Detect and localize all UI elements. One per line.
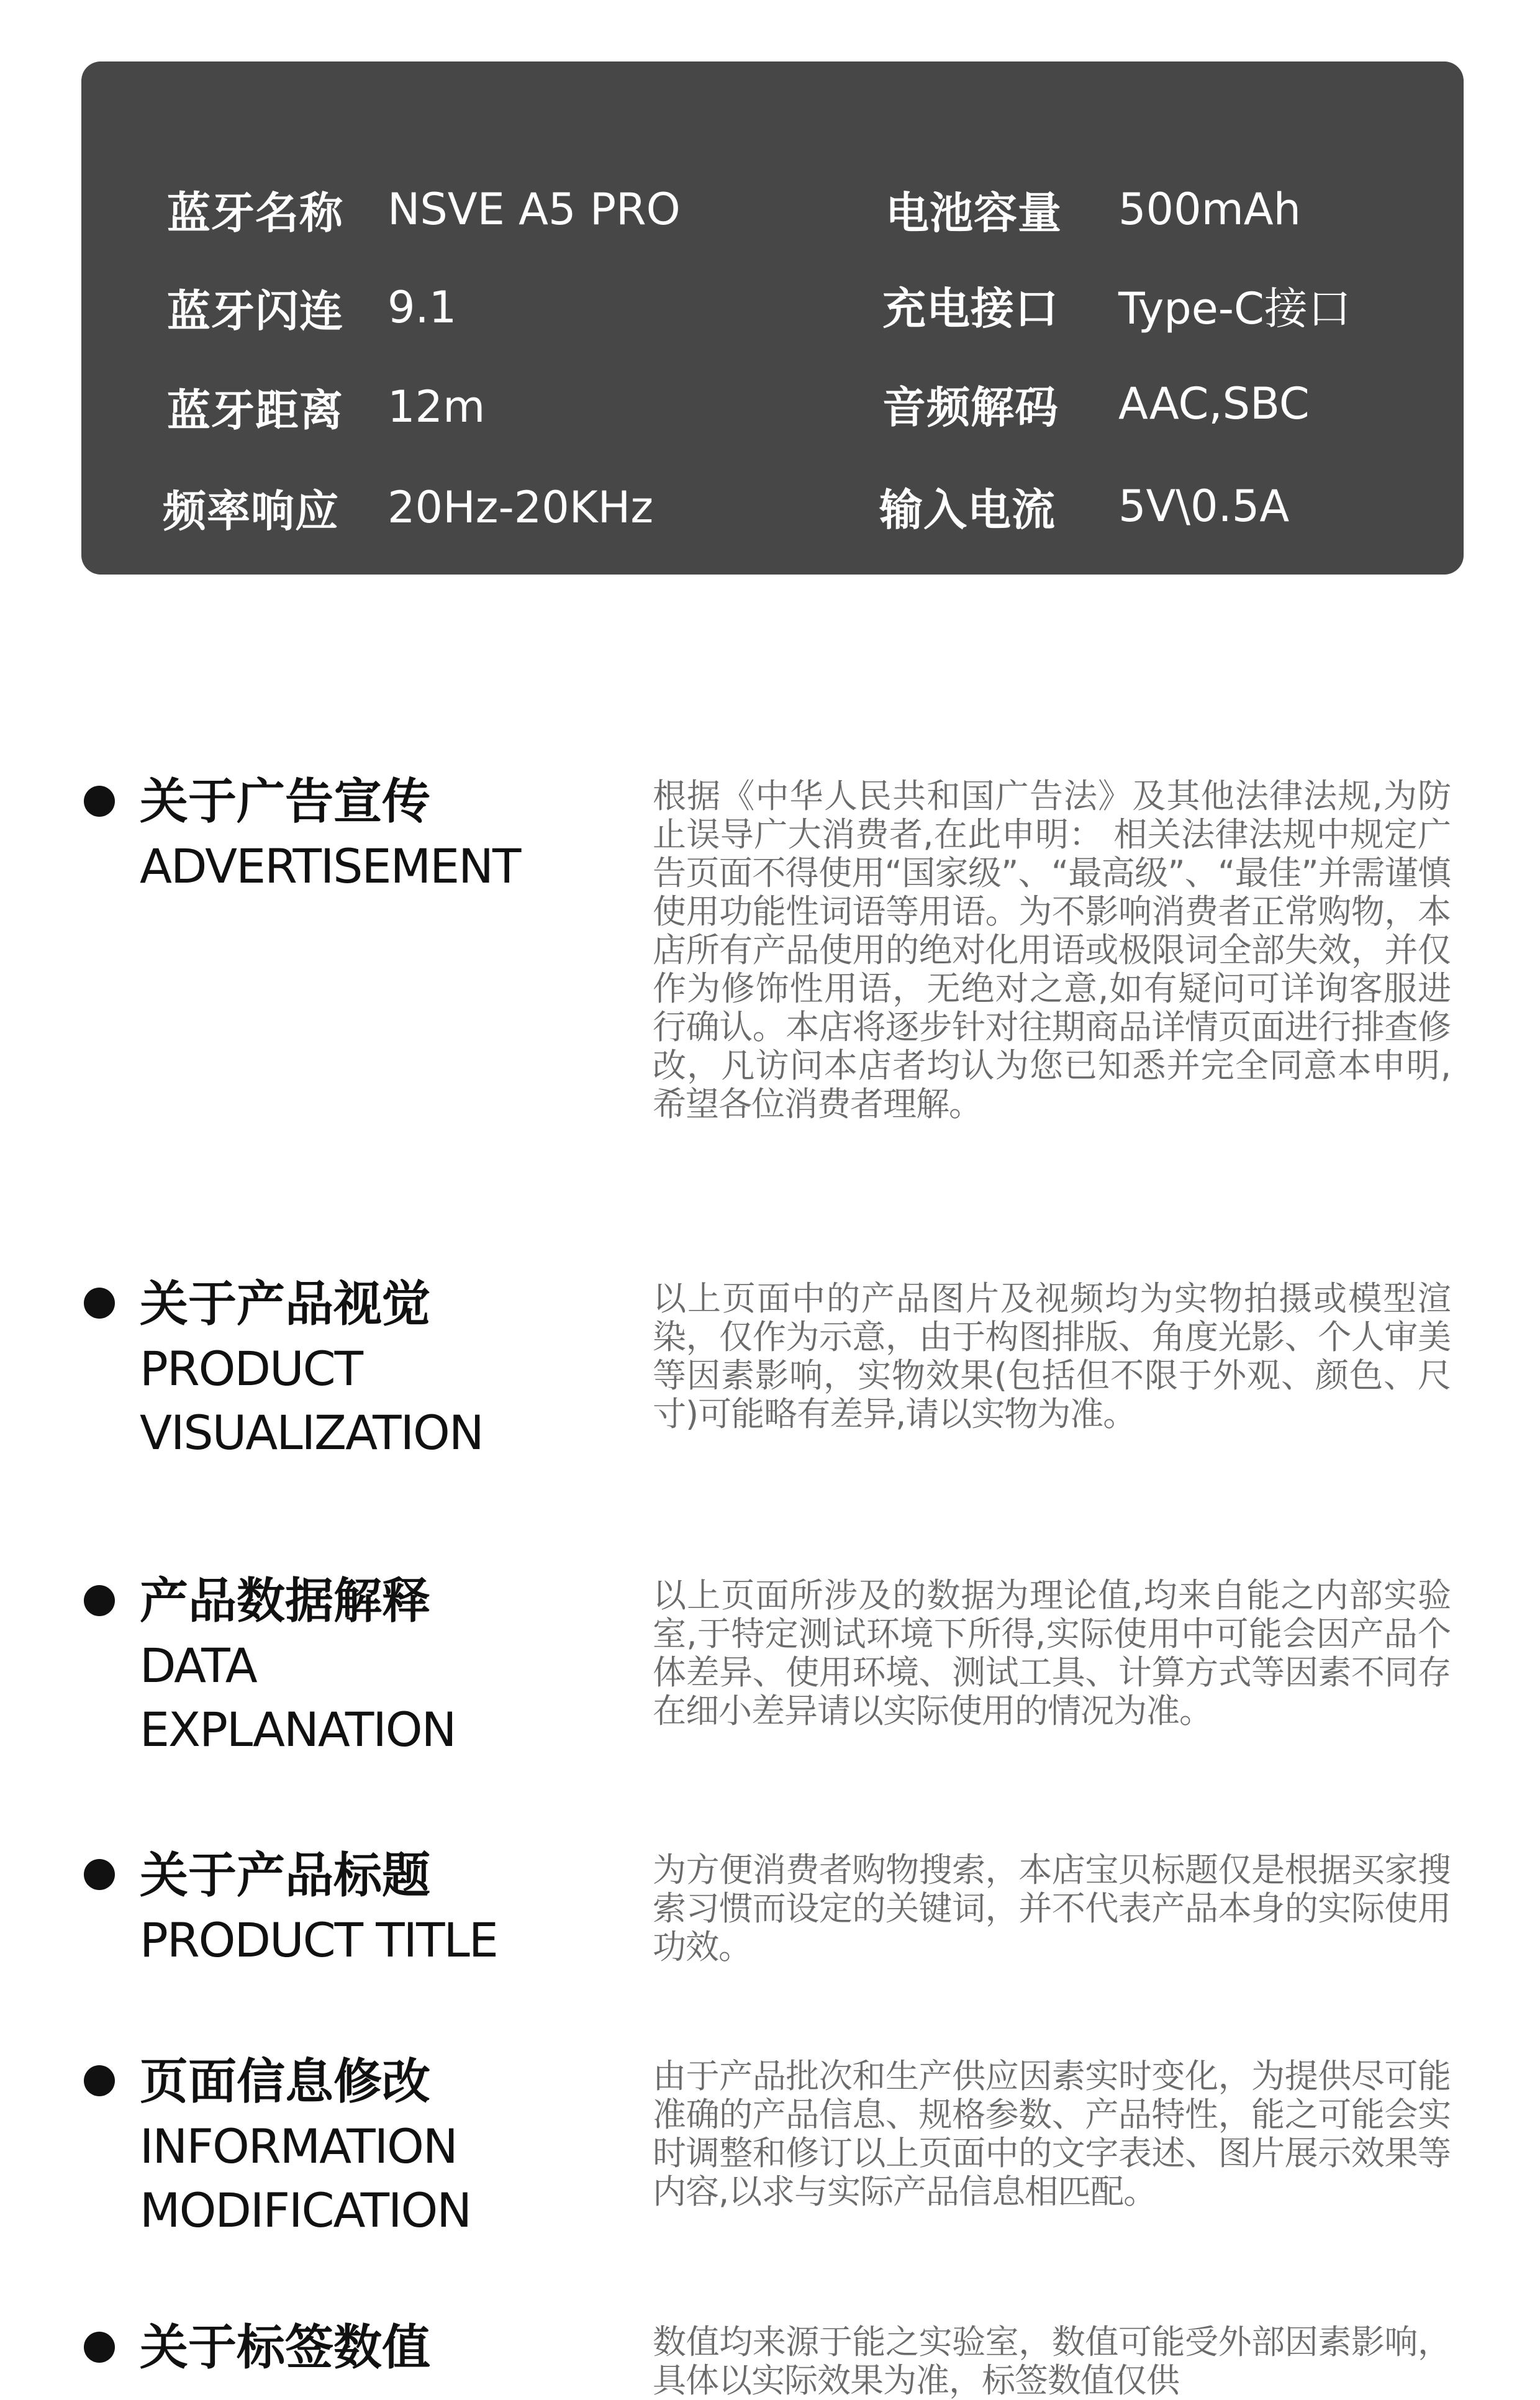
- notice-title-cn: 关于广告宣传: [140, 774, 431, 830]
- spec-label: 蓝牙闪连: [167, 285, 343, 337]
- bullet-dot: [84, 2065, 115, 2096]
- notice-body: 由于产品批次和生产供应因素实时变化，为提供尽可能准确的产品信息、规格参数、产品特性，能之可能会实时调整和修订以上页面中的文字表述、图片展示效果等内容,以求与实际产品信息相匹配。: [653, 2057, 1451, 2211]
- notice-heading: [140, 1569, 655, 1761]
- notice-title-cn: 产品数据解释: [140, 1573, 431, 1629]
- spec-value: 5V\0.5A: [1118, 481, 1290, 532]
- spec-panel: [81, 61, 1464, 575]
- spec-row-battery-capacity: [886, 175, 1301, 243]
- spec-label: 频率响应: [163, 485, 339, 537]
- notice-title-en: PRODUCT VISUALIZATION: [140, 1341, 483, 1460]
- notice-title-cn: 关于产品视觉: [140, 1276, 431, 1332]
- spec-row-input-current: [879, 472, 1289, 540]
- notice-title-cn: 关于产品标题: [140, 1848, 431, 1904]
- spec-row-bluetooth-name: [167, 175, 681, 243]
- notice-title-en: DATA EXPLANATION: [140, 1638, 456, 1757]
- notice-heading: [140, 2050, 655, 2242]
- spec-value: 20Hz-20KHz: [387, 482, 654, 533]
- spec-row-frequency-response: [163, 473, 653, 542]
- bullet-dot: [84, 1288, 115, 1319]
- spec-row-bluetooth-range: [167, 373, 485, 441]
- notice-body: 为方便消费者购物搜索，本店宝贝标题仅是根据买家搜索习惯而设定的关键词，并不代表产品本身的实际使用功效。: [653, 1850, 1451, 1966]
- spec-label: 充电接口: [882, 283, 1059, 334]
- bullet-dot: [84, 1585, 115, 1616]
- notice-body: 以上页面所涉及的数据为理论值,均来自能之内部实验室,于特定测试环境下所得,实际使用中可能会因产品个体差异、使用环境、测试工具、计算方式等因素不同存在细小差异请以实际使用的情况为准。: [653, 1576, 1451, 1730]
- spec-row-bluetooth-connect: [167, 273, 456, 342]
- notice-heading: [140, 2316, 655, 2380]
- notice-title-en: INFORMATION MODIFICATION: [140, 2119, 471, 2238]
- spec-value: NSVE A5 PRO: [387, 184, 681, 235]
- spec-value: Type-C接口: [1118, 283, 1351, 334]
- spec-value: 500mAh: [1118, 184, 1302, 235]
- bullet-dot: [84, 2332, 115, 2363]
- bullet-dot: [84, 786, 115, 817]
- notice-heading: [140, 1843, 655, 1972]
- spec-label: 蓝牙名称: [167, 187, 343, 239]
- notice-body: 根据《中华人民共和国广告法》及其他法律法规,为防止误导广大消费者,在此申明： 相关法律法规中规定广告页面不得使用“国家级”、“最高级”、“最佳”并需谨慎使用功能性词语等用语。为不影响消费者正常购物，本店所有产品使用的绝对化用语或极限词全部失效，并仅作为修饰性用语，无绝对之意,如有疑问可详询客服进行确认。本店将逐步针对往期商品详情页面进行排查修改，凡访问本店者均认为您已知悉并完全同意本申明,希望各位消费者理解。: [653, 776, 1451, 1124]
- notice-body: 以上页面中的产品图片及视频均为实物拍摄或模型渲染，仅作为示意，由于构图排版、角度光影、个人审美等因素影响，实物效果(包括但不限于外观、颜色、尺寸)可能略有差异,请以实物为准。: [653, 1279, 1451, 1434]
- notice-title-cn: 页面信息修改: [140, 2054, 431, 2110]
- bullet-dot: [84, 1859, 115, 1890]
- notice-heading: [140, 1272, 655, 1465]
- notice-title-cn: 关于标签数值: [140, 2320, 431, 2376]
- spec-label: 音频解码: [882, 381, 1059, 433]
- spec-label: 输入电流: [879, 484, 1056, 535]
- spec-value: AAC,SBC: [1118, 378, 1310, 429]
- spec-row-audio-codec: [882, 370, 1310, 438]
- spec-value: 9.1: [387, 282, 457, 333]
- notice-heading: [140, 770, 655, 898]
- spec-label: 蓝牙距离: [167, 384, 343, 436]
- notice-title-en: PRODUCT TITLE: [140, 1912, 497, 1968]
- notice-title-en: ADVERTISEMENT: [140, 839, 520, 894]
- spec-label: 电池容量: [886, 187, 1062, 239]
- spec-value: 12m: [387, 381, 486, 432]
- spec-row-charging-port: [882, 271, 1351, 339]
- notice-body: 数值均来源于能之实验室，数值可能受外部因素影响，具体以实际效果为准，标签数值仅供: [653, 2322, 1451, 2400]
